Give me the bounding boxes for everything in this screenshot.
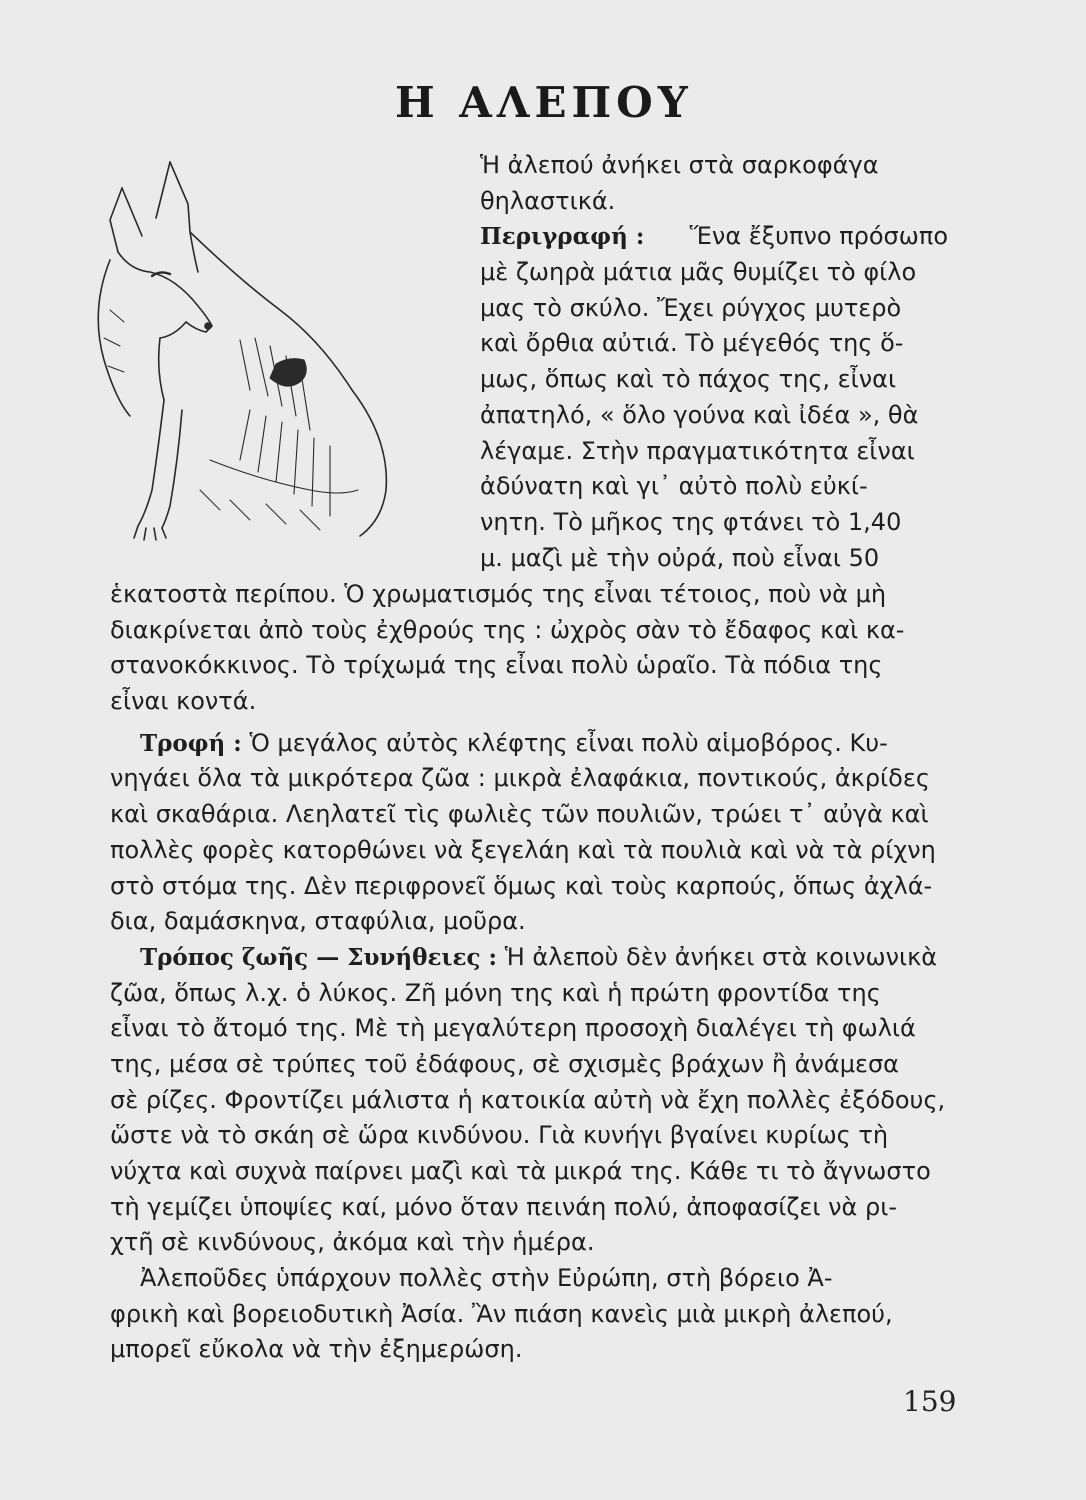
description-line: νητη. Τὸ μῆκος της φτάνει τὸ 1,40 <box>480 507 902 536</box>
food-line: στὸ στόμα της. Δὲν περιφρονεῖ ὅμως καὶ τοὺς καρπούς, ὅπως ἀχλά- <box>110 871 933 900</box>
description-line: μὲ ζωηρὰ μάτια μᾶς θυμίζει τὸ φίλο <box>480 258 917 287</box>
description-line: ἀπατηλό, « ὅλο γούνα καὶ ἰδέα », θὰ <box>480 400 919 429</box>
lifestyle-first-line <box>110 940 948 976</box>
description-line: λέγαμε. Στὴν πραγματικότητα εἶναι <box>480 436 915 465</box>
description-first-line <box>480 219 948 255</box>
fox-drawing-icon <box>90 160 470 550</box>
description-line: καὶ ὄρθια αὐτιά. Τὸ μέγεθός της ὅ- <box>480 329 904 358</box>
food-line: καὶ σκαθάρια. Λεηλατεῖ τὶς φωλιὲς τῶν πουλιῶν, τρώει τ᾽ αὐγὰ καὶ <box>110 800 929 829</box>
page-number: 159 <box>903 1385 957 1418</box>
lifestyle-line: τὴ γεμίζει ὑποψίες καί, μόνο ὅταν πεινάη πολύ, ἀποφασίζει νὰ ρι- <box>110 1192 897 1221</box>
intro-line: θηλαστικά. <box>480 186 616 215</box>
lifestyle-line: νύχτα καὶ συχνὰ παίρνει μαζὶ καὶ τὰ μικρά της. Κάθε τι τὸ ἄγνωστο <box>110 1157 931 1185</box>
intro-column <box>480 148 948 576</box>
lifestyle-line: Ἡ ἀλεποὺ δὲν ἀνήκει στὰ κοινωνικὰ <box>504 942 938 971</box>
distribution-line: φρικὴ καὶ βορειοδυτικὴ Ἀσία. Ἂν πιάση κανεὶς μιὰ μικρὴ ἀλεπού, <box>110 1299 893 1328</box>
description-line: μας τὸ σκύλο. Ἔχει ρύγχος μυτερὸ <box>480 293 902 322</box>
description-line: ἀδύνατη καὶ γι᾽ αὐτὸ πολὺ εὐκί- <box>480 472 868 501</box>
lifestyle-line: της, μέσα σὲ τρύπες τοῦ ἐδάφους, σὲ σχισμὲς βράχων ἢ ἀνάμεσα <box>110 1049 899 1078</box>
page-title: Η ΑΛΕΠΟΥ <box>395 78 693 127</box>
food-first-line <box>110 726 948 762</box>
description-line: μ. μαζὶ μὲ τὴν οὐρά, ποὺ εἶναι 50 <box>480 543 880 572</box>
description-line: εἶναι κοντά. <box>110 687 257 716</box>
description-line: διακρίνεται ἀπὸ τοὺς ἐχθρούς της : ὠχρὸς σὰν τὸ ἔδαφος καὶ κα- <box>110 615 905 644</box>
main-column <box>110 577 948 1368</box>
description-line: στανοκόκκινος. Τὸ τρίχωμά της εἶναι πολὺ ὡραῖο. Τὰ πόδια της <box>110 651 883 680</box>
food-line: δια, δαμάσκηνα, σταφύλια, μοῦρα. <box>110 907 526 936</box>
food-line: νηγάει ὅλα τὰ μικρότερα ζῶα : μικρὰ ἐλαφάκια, ποντικούς, ἀκρίδες <box>110 764 930 793</box>
lifestyle-heading: Τρόπος ζωῆς — Συνήθειες : <box>140 943 498 971</box>
food-line: Ὁ μεγάλος αὐτὸς κλέφτης εἶναι πολὺ αἱμοβόρος. Κυ- <box>249 728 888 757</box>
description-line: μως, ὅπως καὶ τὸ πάχος της, εἶναι <box>480 365 897 394</box>
description-line: Ἕνα ἔξυπνο πρόσωπο <box>689 222 948 251</box>
description-heading: Περιγραφή : <box>480 223 645 251</box>
lifestyle-line: εἶναι τὸ ἄτομό της. Μὲ τὴ μεγαλύτερη προσοχὴ διαλέγει τὴ φωλιά <box>110 1014 916 1043</box>
lifestyle-line: χτῆ σὲ κινδύνους, ἀκόμα καὶ τὴν ἡμέρα. <box>110 1228 595 1257</box>
lifestyle-line: σὲ ρίζες. Φροντίζει μάλιστα ἡ κατοικία αὐτὴ νὰ ἔχη πολλὲς ἐξόδους, <box>110 1085 946 1114</box>
food-line: πολλὲς φορὲς κατορθώνει νὰ ξεγελάη καὶ τὰ πουλιὰ καὶ νὰ τὰ ρίχνη <box>110 835 936 864</box>
lifestyle-line: ζῶα, ὅπως λ.χ. ὁ λύκος. Ζῆ μόνη της καὶ ἡ πρώτη φροντίδα της <box>110 978 881 1007</box>
food-heading: Τροφή : <box>140 729 242 757</box>
intro-line: Ἡ ἀλεπού ἀνήκει στὰ σαρκοφάγα <box>480 151 879 179</box>
description-line: ἑκατοστὰ περίπου. Ὁ χρωματισμός της εἶναι τέτοιος, ποὺ νὰ μὴ <box>110 580 887 608</box>
distribution-line: Ἀλεποῦδες ὑπάρχουν πολλὲς στὴν Εὐρώπη, στὴ βόρειο Ἀ- <box>140 1264 833 1293</box>
lifestyle-line: ὥστε νὰ τὸ σκάη σὲ ὥρα κινδύνου. Γιὰ κυνήγι βγαίνει κυρίως τὴ <box>110 1121 889 1150</box>
distribution-line: μπορεῖ εὔκολα νὰ τὴν ἐξημερώση. <box>110 1335 523 1364</box>
